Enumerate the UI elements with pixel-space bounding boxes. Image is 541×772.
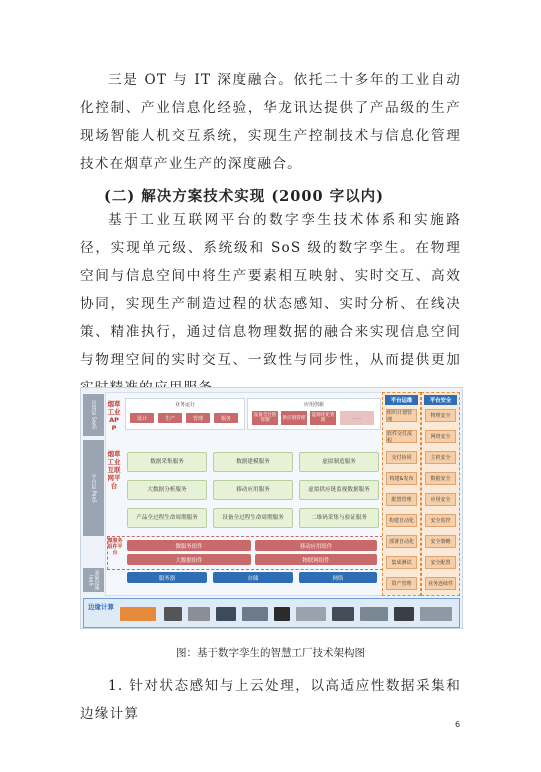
middleware-bigdata: 大数据组件: [127, 554, 251, 565]
layer-tag-saas: 应用层 SaaS: [83, 394, 104, 436]
edge-computing-strip: [83, 598, 460, 628]
right-column-security-title: 平台安全: [424, 395, 457, 405]
saas-item-design: 设计: [130, 413, 154, 423]
edge-device-image: [360, 607, 388, 621]
middleware-title: 微服务组件平台: [107, 538, 123, 556]
paas-service-1: 数据采集服务: [127, 452, 207, 472]
saas-item-production: 生产: [158, 413, 182, 423]
right-column-om: [382, 392, 421, 596]
sec-item-2: 网络安全: [425, 430, 456, 443]
saas-group-right-label: 应用创新: [303, 402, 324, 408]
sec-item-9: 业务连续性: [425, 577, 456, 590]
saas-item-energy: 能源优化管理: [311, 413, 335, 423]
saas-item-equipment: 设备全过程管理: [253, 413, 277, 423]
edge-device-image: [216, 607, 236, 621]
right-column-security: [421, 392, 460, 596]
om-item-3: 交付协同: [386, 451, 417, 464]
edge-device-image: [296, 607, 326, 621]
edge-device-image: [120, 607, 156, 621]
middleware-mobile: 移动应用组件: [255, 540, 377, 551]
om-item-5: 配置管理: [386, 493, 417, 506]
paas-service-5: 移动应用服务: [213, 480, 293, 500]
edge-device-image: [164, 607, 182, 621]
paas-service-6: 虚拟供应链监视数据服务: [299, 480, 379, 500]
paas-service-3: 虚拟制造服务: [299, 452, 379, 472]
paas-service-4: 大数据分析服务: [127, 480, 207, 500]
paas-service-2: 数据建模服务: [213, 452, 293, 472]
sec-item-1: 物理安全: [425, 409, 456, 422]
right-column-om-title: 平台运维: [385, 395, 418, 405]
saas-item-supply-chain: 供应链管理: [281, 411, 307, 425]
om-item-2: 软件交付流程: [386, 430, 417, 443]
layer-tag-paas: 平台层 PaaS: [83, 440, 104, 536]
iaas-server: 服务器: [127, 572, 207, 583]
paas-title: 烟草工业互联网平台: [107, 450, 121, 490]
middleware-iot: 物联网组件: [255, 554, 377, 565]
section-heading: (二) 解决方案技术实现 (2000 字以内): [104, 188, 384, 205]
sec-item-3: 主机安全: [425, 451, 456, 464]
edge-device-image: [188, 607, 210, 621]
saas-group-left-label: 业务运行: [174, 402, 195, 408]
paas-service-7: 产品全过程生命周期服务: [127, 508, 207, 528]
layer-tag-iaas: 基础设施 IaaS: [83, 568, 104, 592]
paas-service-9: 二维码采集与验证服务: [299, 508, 379, 528]
sec-item-5: 应用安全: [425, 493, 456, 506]
edge-device-image: [394, 607, 414, 621]
om-item-7: 部署自动化: [386, 535, 417, 548]
paragraph-state-sensing: 1. 针对状态感知与上云处理，以高适应性数据采集和边缘计算: [80, 678, 461, 722]
figure-caption: 图：基于数字孪生的智慧工厂技术架构图: [176, 647, 365, 659]
paragraph-digital-twin: 基于工业互联网平台的数字孪生技术体系和实施路径，实现单元级、系统级和 SoS 级的数字孪生。在物理空间与信息空间中将生产要素相互映射、实时交互、高效协同，实现生产制造过程的状态感知、实时分析、在线决策、精准执行，通过信息物理数据的融合来实现信息空间与物理空间的实时交互、一致性与同步性，从而提供更加: [80, 212, 461, 368]
sec-item-8: 安全配置: [425, 556, 456, 569]
edge-device-image: [332, 607, 354, 621]
om-item-1: 组织计划管理: [386, 409, 417, 422]
saas-title: 烟草工业APP: [107, 400, 121, 432]
paas-service-8: 设备全过程生命周期服务: [213, 508, 293, 528]
om-item-4: 构建&发布: [386, 472, 417, 485]
saas-group-right: [247, 398, 381, 430]
saas-item-service: 服务: [214, 413, 238, 423]
sec-item-4: 数据安全: [425, 472, 456, 485]
iaas-network: 网络: [299, 572, 377, 583]
saas-item-management: 管理: [186, 413, 210, 423]
edge-device-image: [242, 607, 268, 621]
sec-item-6: 安全监控: [425, 514, 456, 527]
middleware-microservice: 微服务组件: [127, 540, 251, 551]
saas-group-left: [125, 398, 245, 430]
om-item-6: 构建自动化: [386, 514, 417, 527]
sec-item-7: 安全策略: [425, 535, 456, 548]
edge-device-image: [420, 607, 452, 621]
saas-item-more: ……: [340, 411, 374, 425]
page-number: 6: [455, 720, 461, 729]
om-item-9: 资产管理: [386, 577, 417, 590]
edge-computing-label: 边缘计算: [88, 603, 114, 611]
paragraph-ot-it: 三是 OT 与 IT 深度融合。依托二十多年的工业自动化控制、产业信息化经验，华龙讯达提供了产品级的生产现场智能人机交互系统，实现生产控制技术与信息化管理技术在烟草产业生产的深度融合。: [80, 72, 461, 172]
om-item-8: 集成测试: [386, 556, 417, 569]
architecture-figure: [80, 387, 463, 629]
iaas-storage: 存储: [213, 572, 293, 583]
edge-device-image: [274, 607, 290, 621]
